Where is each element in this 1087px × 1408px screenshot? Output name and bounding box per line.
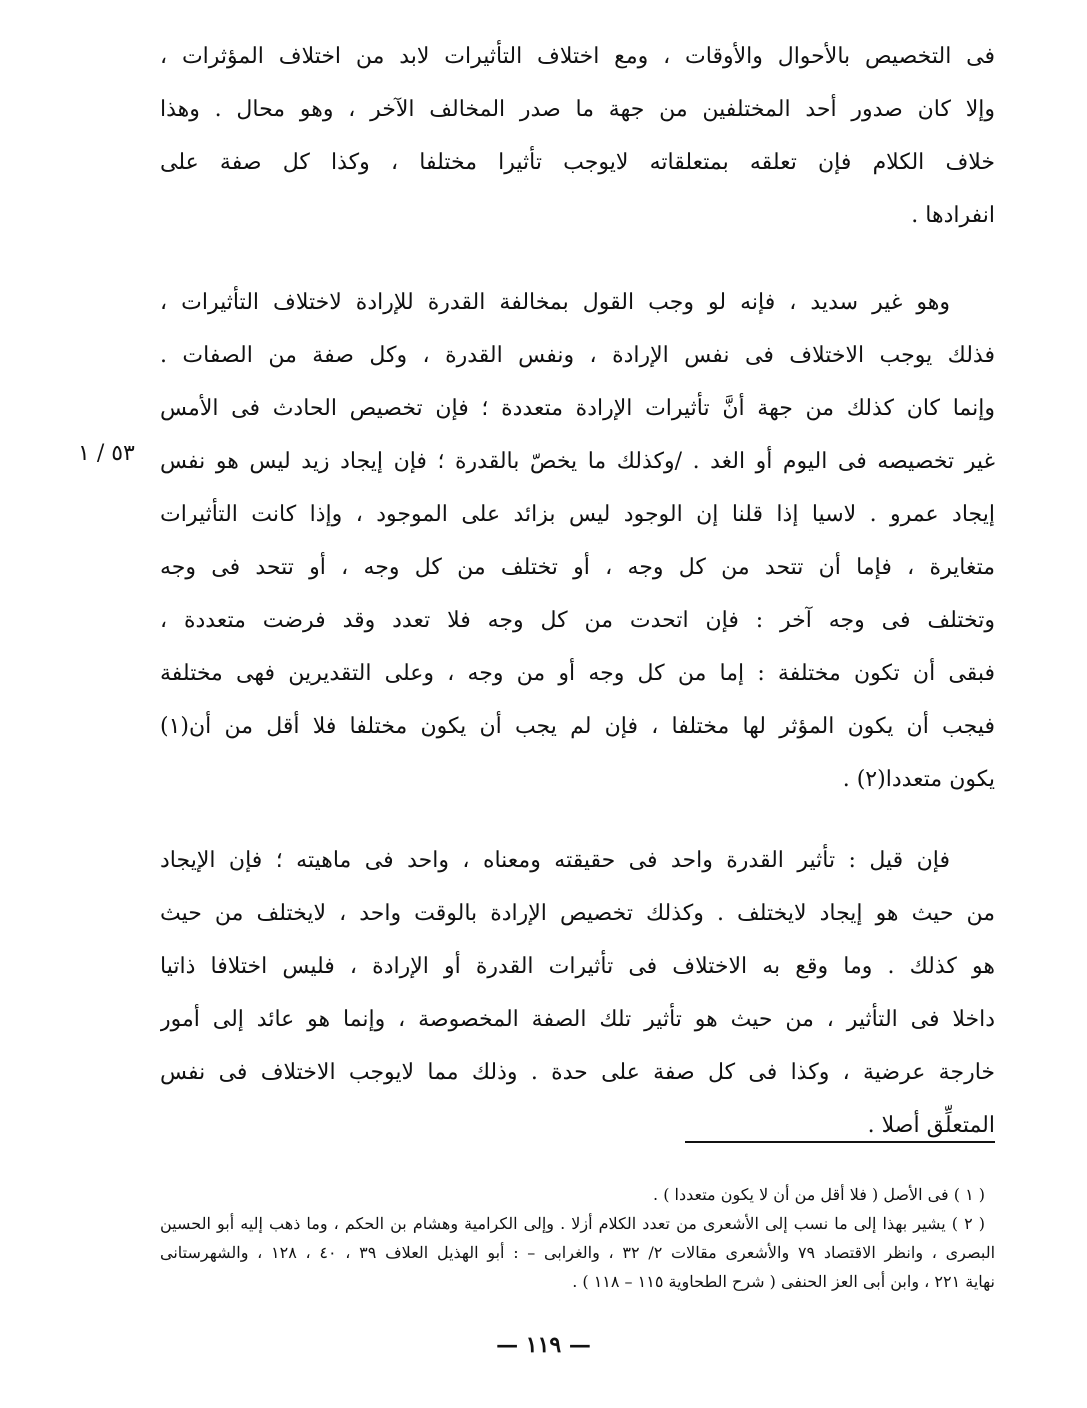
text-line: خلاف الكلام فإن تعلقه بمتعلقاته لايوجب تأثيرا مختلفا ، وكذا كل صفة على <box>160 150 995 175</box>
text-line: فبقى أن تكون مختلفة : إما من كل وجه أو من وجه ، وعلى التقديرين فهى مختلفة <box>160 661 995 686</box>
text-line: فى التخصيص بالأحوال والأوقات ، ومع اختلاف التأثيرات لابد من اختلاف المؤثرات ، <box>160 44 995 69</box>
text-line: انفرادها . <box>911 203 995 228</box>
text-line: فيجب أن يكون المؤثر لها مختلفا ، فإن لم يجب أن يكون مختلفا فلا أقل من أن(١) <box>160 714 995 739</box>
footnote-1: ( ١ ) فى الأصل ( فلا أقل من أن لا يكون متعددا ) . <box>653 1185 985 1204</box>
footnote-2-line: نهاية ٢٢١ ، وابن أبى العز الحنفى ( شرح الطحاوية ١١٥ – ١١٨ ) . <box>572 1272 995 1291</box>
text-line: خارجة عرضية ، وكذا فى كل صفة على حدة . وذلك مما لايوجب الاختلاف فى نفس <box>160 1060 995 1085</box>
text-line: فذلك يوجب الاختلاف فى نفس الإرادة ، ونفس القدرة ، وكل صفة من الصفات . <box>160 343 995 368</box>
paragraph-gap <box>160 242 995 276</box>
text-line: غير تخصيصه فى اليوم أو الغد . /وكذلك ما يخصّ بالقدرة ؛ فإن إيجاد زيد ليس هو نفس <box>160 449 995 474</box>
text-line: وهو غير سديد ، فإنه لو وجب القول بمخالفة القدرة للإرادة لاختلاف التأثيرات ، <box>160 290 950 315</box>
text-line: المتعلِّق أصلا . <box>867 1113 995 1138</box>
text-line: متغايرة ، فإما أن تتحد من كل وجه ، أو تختلف من كل وجه ، أو تتحد فى وجه <box>160 555 995 580</box>
text-line: داخلا فى التأثير ، من حيث هو تأثير تلك الصفة المخصوصة ، وإنما هو عائد إلى أمور <box>160 1007 995 1032</box>
paragraph-gap <box>160 806 995 834</box>
footnote-divider <box>685 1141 995 1143</box>
margin-folio-reference: ٥٣ / ١ <box>78 441 135 466</box>
main-text <box>160 30 995 1152</box>
page-number: — ١١٩ — <box>496 1332 591 1358</box>
text-line: وإلا كان صدور أحد المختلفين من جهة ما صدر المخالف الآخر ، وهو محال . وهذا <box>160 97 995 122</box>
paragraph-3 <box>160 834 995 1152</box>
paragraph-1 <box>160 30 995 242</box>
footnotes <box>160 1180 995 1296</box>
footnote-2-line: البصرى ، وانظر الاقتصاد ٧٩ والأشعرى مقالات ٢/ ٣٢ ، والغرابى – : أبو الهذيل العلاف ٣٩ ، ٤٠ ، ١٢٨ ، والشهرستانى <box>160 1243 995 1262</box>
footnote-2-line: ( ٢ ) يشير بهذا إلى ما نسب إلى الأشعرى من تعدد الكلام أزلا . وإلى الكرامية وهشام بن الحكم ، وما ذهب إليه أبو الحسين <box>160 1214 985 1233</box>
paragraph-2 <box>160 276 995 806</box>
text-line: وتختلف فى وجه آخر : فإن اتحدت من كل وجه فلا تعدد وقد فرضت متعددة ، <box>160 608 995 633</box>
text-line: يكون متعددا(٢) . <box>842 767 995 792</box>
text-line: هو كذلك . وما وقع به الاختلاف فى تأثيرات القدرة أو الإرادة ، فليس اختلافا ذاتيا <box>160 954 995 979</box>
text-line: إيجاد عمرو . لاسيا إذا قلنا إن الوجود ليس بزائد على الموجود ، وإذا كانت التأثيرات <box>160 502 995 527</box>
text-line: وإنما كان كذلك من جهة أنَّ تأثيرات الإرادة متعددة ؛ فإن تخصيص الحادث فى الأمس <box>160 396 995 421</box>
text-line: من حيث هو إيجاد لايختلف . وكذلك تخصيص الإرادة بالوقت واحد ، لايختلف من حيث <box>160 901 995 926</box>
text-line: فإن قيل : تأثير القدرة واحد فى حقيقته ومعناه ، واحد فى ماهيته ؛ فإن الإيجاد <box>160 848 950 873</box>
